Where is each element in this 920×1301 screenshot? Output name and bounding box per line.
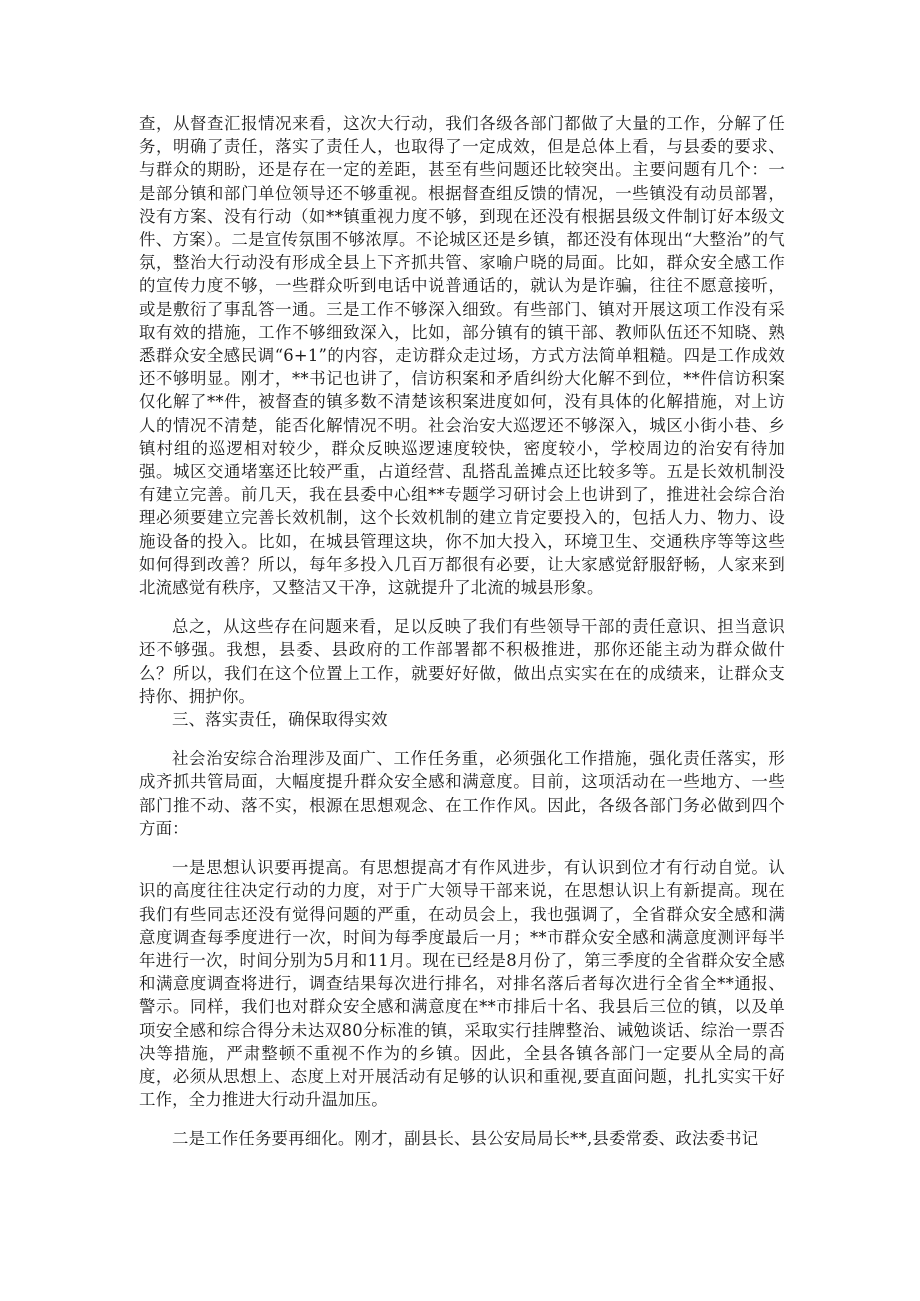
section-heading-three: 三、落实责任，确保取得实效 bbox=[172, 710, 388, 730]
document-page bbox=[139, 112, 785, 1151]
paragraph-problems: 查，从督查汇报情况来看，这次大行动，我们各级各部门都做了大量的工作，分解了任务，明确了责任，落实了责任人，也取得了一定成效，但是总体上看，与县委的要求、与群众的期盼，还是存在一定的差距，甚至有些问题还比较突出。主要问题有几个：一是部分镇和部门单位领导还不够重视。根据督查组反馈的情况，一些镇没有动员部署，没有方案、没有行动（如**镇重视力度不够，到现在还没有根据县级文件制订好本级文件、方案）。二是宣传氛围不够浓厚。不论城区还是乡镇，都还没有体现出“大整治”的气氛，整治大行动没有形成全县上下齐抓共管、家喻户晓的局面。比如，群众安全感工作的宣传力度不够，一些群众听到电话中说普通话的，就认为是诈骗，往往不愿意接听，或是敷衍了事乱答一通。三是工作不够深入细致。有些部门、镇对开展这项工作没有采取有效的措施，工作不够细致深入，比如，部分镇有的镇干部、教师队伍还不知晓、熟悉群众安全感民调“6+1”的内容，走访群众走过场，方式方法简单粗糙。四是工作成效还不够明显。刚才，**书记也讲了，信访积案和矛盾纠纷大化解不到位，**件信访积案仅化解了**件，被督查的镇多数不清楚该积案进度如何，没有具体的化解措施，对上访人的情况不清楚，能否化解情况不明。社会治安大巡逻还不够深入，城区小街小巷、乡镇村组的巡逻相对较少，群众反映巡逻速度较快，密度较小，学校周边的治安有待加强。城区交通堵塞还比较严重，占道经营、乱搭乱盖摊点还比较多等。五是长效机制没有建立完善。前几天，我在县委中心组**专题学习研讨会上也讲到了，推进社会综合治理必须要建立完善长效机制，这个长效机制的建立肯定要投入的，包括人力、物力、设施设备的投入。比如，在城县管理这块，你不加大投入，环境卫生、交通秩序等等这些如何得到改善？所以，每年多投入几百万都很有必要，让大家感觉舒服舒畅，人家来到北流感觉有秩序，又整洁又干净，这就提升了北流的城县形象。 bbox=[139, 114, 785, 598]
paragraph-responsibility: 社会治安综合治理涉及面广、工作任务重，必须强化工作措施，强化责任落实，形成齐抓共管局面，大幅度提升群众安全感和满意度。目前，这项活动在一些地方、一些部门推不动、落不实，根源在思想观念、在工作作风。因此，各级各部门务必做到四个方面： bbox=[139, 749, 785, 838]
paragraph-point-two: 二是工作任务要再细化。刚才，副县长、县公安局局长**,县委常委、政法委书记 bbox=[172, 1129, 759, 1149]
paragraph-point-one: 一是思想认识要再提高。有思想提高才有作风进步，有认识到位才有行动自觉。认识的高度往往决定行动的力度，对于广大领导干部来说，在思想认识上有新提高。现在我们有些同志还没有觉得问题的严重，在动员会上，我也强调了，全省群众安全感和满意度调查每季度进行一次，时间为每季度最后一月；**市群众安全感和满意度测评每半年进行一次，时间分别为5月和11月。现在已经是8月份了，第三季度的全省群众安全感和满意度调查将进行，调查结果每次进行排名，对排名落后者每次进行全省全**通报、警示。同样，我们也对群众安全感和满意度在**市排后十名、我县后三位的镇，以及单项安全感和综合得分未达双80分标准的镇，采取实行挂牌整治、诫勉谈话、综治一票否决等措施，严肃整顿不重视不作为的乡镇。因此，全县各镇各部门一定要从全局的高度，必须从思想上、态度上对开展活动有足够的认识和重视,要直面问题，扎扎实实干好工作，全力推进大行动升温加压。 bbox=[139, 858, 785, 1110]
paragraph-summary: 总之，从这些存在问题来看，足以反映了我们有些领导干部的责任意识、担当意识还不够强。我想，县委、县政府的工作部署都不积极推进，那你还能主动为群众做什么？所以，我们在这个位置上工作，就要好好做，做出点实实在在的成绩来，让群众支持你、拥护你。 bbox=[139, 617, 785, 706]
